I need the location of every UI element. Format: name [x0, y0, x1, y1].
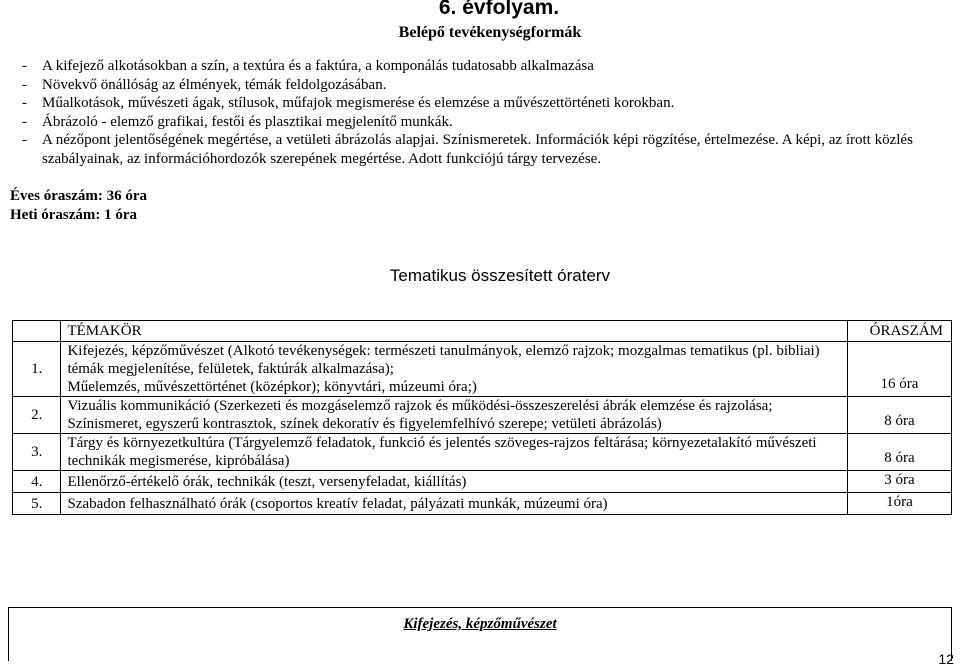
section-title: Kifejezés, képzőművészet: [403, 616, 557, 632]
row-topic: [61, 342, 847, 397]
row-hours: 3 óra: [847, 471, 951, 493]
page-number: 12: [938, 651, 954, 667]
list-item: - A kifejező alkotásokban a szín, a textúra és a faktúra, a komponálás tudatosabb alkalmazása: [22, 58, 594, 74]
row-hours: 8 óra: [847, 397, 951, 434]
section-box: [8, 607, 952, 661]
list-item: - Növekvő önállóság az élmények, témák feldolgozásában.: [22, 76, 387, 93]
list-item-text: A kifejező alkotásokban a szín, a textúra és a faktúra, a komponálás tudatosabb alkalmazása: [42, 58, 594, 74]
row-topic-text: Ellenőrző-értékelő órák, technikák (teszt, versenyfeladat, kiállítás): [67, 473, 467, 490]
table-row: [13, 397, 952, 434]
list-item: - Műalkotások, művészeti ágak, stílusok, műfajok megismerése és elemzése a művészettörténeti korokban.: [22, 95, 675, 112]
activity-list: [22, 57, 942, 169]
row-hours: 8 óra: [847, 434, 951, 471]
row-topic-text-extra: Műelemzés, művészettörténet (középkor); könyvtári, múzeumi óra;): [67, 379, 477, 395]
row-number: 4.: [13, 471, 61, 493]
header-hours: ÓRASZÁM: [847, 321, 951, 342]
list-item-text: Ábrázoló - elemző grafikai, festői és plasztikai megjelenítő munkák.: [42, 113, 453, 130]
header-num-cell: [13, 321, 61, 342]
plan-table: [12, 320, 952, 515]
table-row: [13, 471, 952, 493]
list-item: - Ábrázoló - elemző grafikai, festői és plasztikai megjelenítő munkák.: [22, 113, 453, 130]
list-item-text: Műalkotások, művészeti ágak, stílusok, műfajok megismerése és elemzése a művészettörténeti korokban.: [42, 95, 675, 112]
row-number: 2.: [13, 397, 61, 434]
row-topic: [61, 471, 847, 493]
row-number: 5.: [13, 493, 61, 515]
annual-hours: Éves óraszám: 36 óra: [10, 188, 148, 204]
header-topics: TÉMAKÖR: [61, 321, 847, 342]
activity-forms-heading: Belépő tevékenységformák: [398, 24, 582, 41]
row-topic-text: Kifejezés, képzőművészet (Alkotó tevékenységek: természeti tanulmányok, elemző rajzok; mozgalmas tematikus (pl. bibliai) témák megjelenítése, felületek, faktúrák alkalmazása);: [67, 343, 820, 377]
row-topic-text: Tárgy és környezetkultúra (Tárgyelemző feladatok, funkció és jelentés szöveges-rajzos feltárása; környezetalakító művészeti technikák megismerése, kipróbálása): [67, 435, 817, 469]
table-row: [13, 493, 952, 515]
row-number: 3.: [13, 434, 61, 471]
table-row: [13, 434, 952, 471]
weekly-hours: Heti óraszám: 1 óra: [10, 207, 138, 223]
row-topic: [61, 434, 847, 471]
table-row: [13, 342, 952, 397]
plan-title: Tematikus összesített óraterv: [389, 266, 611, 285]
row-topic: [61, 397, 847, 434]
list-item-text: Növekvő önállóság az élmények, témák feldolgozásában.: [42, 76, 387, 93]
row-topic: [61, 493, 847, 515]
row-hours: 16 óra: [847, 342, 951, 397]
hours-block: [10, 187, 147, 225]
row-topic-text: Szabadon felhasználható órák (csoportos kreatív feladat, pályázati munkák, múzeumi óra): [67, 495, 608, 512]
list-item: - A nézőpont jelentőségének megértése, a vetületi ábrázolás alapjai. Színismeretek. Információk képi rögzítése, értelmezése. A képi, az írott közlés szabályainak, az információhordozók szerepének megértése. Adott funkciójú tárgy tervezése.: [22, 132, 913, 167]
row-number: 1.: [13, 342, 61, 397]
list-item-text: A nézőpont jelentőségének megértése, a vetületi ábrázolás alapjai. Színismeretek. Információk képi rögzítése, értelmezése. A képi, az írott közlés szabályainak, az információhordozók szerepének megértése. Adott funkciójú tárgy tervezése.: [42, 132, 913, 167]
row-hours: 1óra: [847, 493, 951, 515]
row-topic-text: Vizuális kommunikáció (Szerkezeti és mozgáselemző rajzok és működési-összeszerelési ábrák elemzése és rajzolása; Színismeret, egyszerű kontrasztok, színek dekoratív és figyelemfelhívó szerepe; vetületi ábrázolás): [67, 398, 773, 432]
grade-title: 6. évfolyam.: [438, 0, 560, 19]
table-header-row: [13, 321, 952, 342]
